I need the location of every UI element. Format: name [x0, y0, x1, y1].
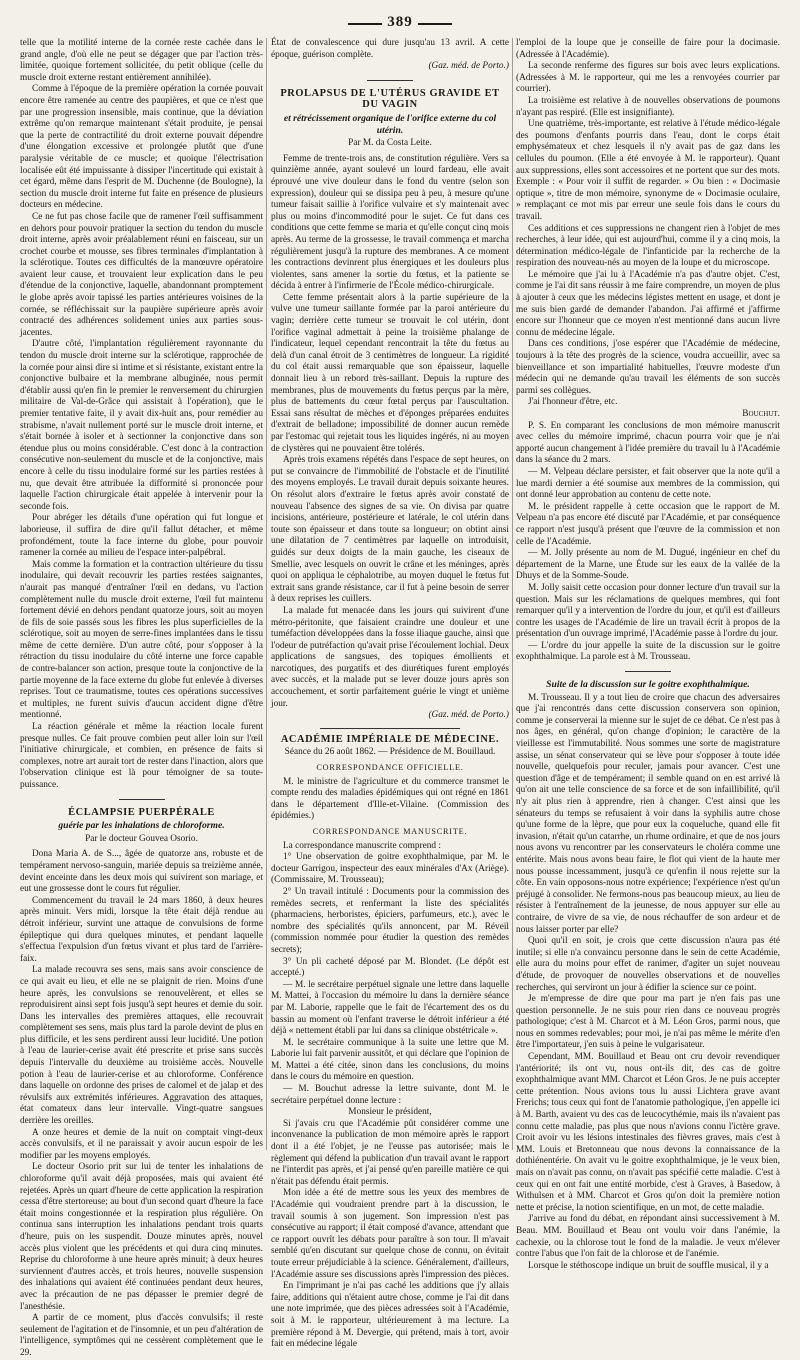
source-citation: (Gaz. méd. de Porto.) — [428, 61, 509, 72]
paragraph: Le mémoire que j'ai lu à l'Académie n'a pas d'autre objet. C'est, comme je l'ai dit sans réussir à me faire comprendre, un moyen de plus à ajouter à ceux que les médecins légistes mettent en usage, et dont je me suis bien gardé de demander l'abandon. J'ai affirmé et j'affirme encore sur l'honneur que ce moyen n'est mentionné dans aucun livre connu de médecine légale. — [516, 269, 780, 338]
letter-salutation: Monsieur le président, — [348, 1107, 432, 1118]
paragraph: M. Jolly saisit cette occasion pour donner lecture d'un travail sur la question. Mais sur les réclamations de quelques membres, qui font remarquer qu'il y a intervention de l'ordre du jour, et qu'il est d'ailleurs contre les usages de l'Académie de lire un travail écrit à propos de la présentation d'un ouvrage imprimé, l'Académie passe à l'ordre du jour. — [516, 582, 780, 640]
paragraph: La correspondance manuscrite comprend : — [283, 840, 441, 851]
paragraph: D'autre côté, l'implantation régulièrement rayonnante du tendon du muscle droit interne sur la sclérotique, rapprochée de la cornée pour ainsi dire si intime et si résistante, existant entre la conjonctive bulbaire et la membrane albuginée, nous permit d'établir aussi qu'en fin le premier le renversement du chirurgien militaire de Val-de-Grâce qui assistait à l'opération), que le premier tentative faite, il y avait dix-huit ans, pour remédier au strabisme, n'avait nullement porté sur le muscle droit interne, et s'était bornée à isoler et à sectionner la conjonctive dans son étendue plus ou moins considérable. C'est donc à la contraction consécutive non-seulement du muscle et de la conjonctive, mais encore à celle du tissu inodulaire formé sur les parties restées à nu, que devait être attribuée la difformité si prononcée pour laquelle l'action chirurgicale était appelée à intervenir pour la seconde fois. — [20, 339, 263, 512]
paragraph: telle que la motilité interne de la cornée reste cachée dans le grand angle, d'où elle ne peut se dégager que par l'action très-limitée, quoique fortement sollicitée, du petit oblique (celle du muscle droit externe restant entièrement annihilée). — [20, 38, 263, 83]
page-header — [0, 14, 800, 36]
column-divider — [266, 38, 267, 1150]
paragraph: A onze heures et demie de la nuit on comptait vingt-deux accès convulsifs, et il ne paraissait y avoir aucun espoir de les modifier par les moyens employés. — [20, 1127, 263, 1161]
section-separator — [119, 799, 165, 800]
header-rule-left — [348, 23, 382, 25]
paragraph: — M. Bouchut adresse la lettre suivante, dont M. le secrétaire perpétuel donne lecture : — [271, 1084, 509, 1106]
academy-title: ACADÉMIE IMPÉRIALE DE MÉDECINE. — [280, 733, 500, 745]
paragraph: Dans ces conditions, j'ose espérer que l'Académie de médecine, toujours à la tête des progrès de la science, voudra accueillir, avec sa bienveillance et son impartialité habituelles, l'œuvre modeste d'un médecin qui ne demande qu'au travail les éléments de son succès parmi ses collègues. — [516, 339, 780, 396]
paragraph: Si j'avais cru que l'Académie pût considérer comme une inconvenance la publication de mon mémoire après le rapport dont il a été l'objet, je ne l'eusse pas autorisée; mais le règlement qui défend la publication d'un travail avant le rapport ne l'interdit pas après, et j'ai pensé qu'en pareille matière ce qui n'était pas défendu était permis. — [271, 1118, 509, 1187]
section-subtitle: guérie par les inhalations de chloroforme. — [58, 820, 225, 832]
column-1 — [20, 38, 263, 1358]
column-2 — [271, 38, 509, 1350]
section-title: ÉCLAMPSIE PUERPÉRALE — [68, 806, 215, 818]
section-subtitle: et rétrécissement organique de l'orifice externe du col utérin. — [283, 112, 497, 136]
paragraph: Commencement du travail le 24 mars 1860, à deux heures après minuit. Vers midi, lorsque la tête était déjà rendue au détroit inférieur, survint une attaque de convulsions de forme épileptique qui dura quelques minutes, et pendant laquelle s'effectua l'expulsion d'un fœtus vivant et plus tard de l'arrière-faix. — [20, 895, 263, 964]
paragraph: Quoi qu'il en soit, je crois que cette discussion n'aura pas été inutile; si elle n'a convaincu personne dans le sein de cette Académie, elle aura du moins pour effet de ranimer, d'agiter un sujet nouveau d'étude, de provoquer de nouvelles observations et de nouvelles recherches, qui serviront un jour à édifier la science sur ce point. — [516, 936, 780, 993]
paragraph: J'ai l'honneur d'être, etc. — [528, 397, 618, 408]
paragraph: — M. Jolly présente au nom de M. Dugué, ingénieur en chef du département de la Marne, une Étude sur les eaux de la vallée de la Dhuys et de la Somme-Soude. — [516, 548, 780, 582]
paragraph: Comme à l'époque de la première opération la cornée pouvait encore être ramenée au centre des paupières, et que ce n'est que par une progression insensible, mais continue, que la déviation extrême qu'on remarque maintenant s'était produite, je pensai que la perte de contractilité du droit externe pouvait dépendre d'une élongation excessive et prolongée plutôt que d'une paralysie véritable de ce muscle; et quoique l'électrisation localisée eût été impuissante à dissiper l'incertitude qui existait à cet égard, même dans l'esprit de M. Duchenne (de Boulogne), la section du muscle droit interne fut faite en présence de plusieurs docteurs en médecine. — [20, 84, 263, 211]
section-separator — [367, 80, 413, 81]
column-divider — [512, 38, 513, 1150]
header-rule-right — [418, 23, 452, 25]
discussion-title: Suite de la discussion sur le goitre exophthalmique. — [546, 679, 750, 691]
paragraph: Mais comme la formation et la contraction ultérieure du tissu inodulaire, qui devait recouvrir les parties restées saignantes, n'aurait pas manqué d'entraîner l'œil en dedans, vu l'action complètement nulle du muscle droit externe, l'œil fut maintenu fortement dévié en dehors pendant quatorze jours, soit au moyen de fils de soie passés sous les fibres les plus superficielles de la sclérotique, soit au moyen de serre-fines implantées dans le tissu même de cette dernière. D'un autre côté, pour s'opposer à la rétraction du tissu inodulaire du côté interne une force capable de contre-balancer son action, presque toute la conjonctive de la partie moyenne de la face externe du globe fut enlevée à diverses reprises. Tout ce traumatisme, toutes ces opérations successives et multiples, ne furent suivis d'aucun accident digne d'être mentionné. — [20, 559, 263, 721]
paragraph: La réaction générale et même la réaction locale furent presque nulles. Ce fait prouve combien peut aller loin sur l'œil l'initiative chirurgicale, et combien, en présence de faits si complexes, notre art aurait tort de rester dans l'inaction, alors que l'observation clinique est là pour témoigner de sa toute-puissance. — [20, 722, 263, 790]
paragraph: Pour abréger les détails d'une opération qui fut longue et laborieuse, il suffira de dire qu'il fallut détacher, et même profondément, toute la face interne du globe, pour pouvoir ramener la cornée au milieu de l'espace inter-palpébral. — [20, 513, 263, 559]
paragraph: La malade recouvra ses sens, mais sans avoir conscience de ce qui avait eu lieu, et elle ne se plaignit de rien. Moins d'une heure après, les convulsions se renouvelèrent, et elles se reproduisirent ainsi sept fois jusqu'à sept heures et demie du soir. Dans les intervalles des premières attaques, elle recouvrait complètement ses sens, mais plus tard la parole devint de plus en plus difficile, et les sens perdirent aussi leur lucidité. Une potion à l'eau de laurier-cerise avait été prescrite et prise sans succès depuis l'intervalle du deuxième au troisième accès. Nouvelle potion à l'eau de laurier-cerise et au chloroforme. Conférence dans laquelle on ordonne des prises de calomel et de jalap et des révulsifs aux extrémités inférieures. Aggravation des attaques, état comateux dans leur intervalle. Vingt-quatre sangsues derrière les oreilles. — [20, 965, 263, 1127]
paragraph: État de convalescence qui dure jusqu'au 13 avril. A cette époque, guérison complète. — [271, 38, 509, 60]
paragraph: M. le secrétaire communique à la suite une lettre que M. Laborie lui fait parvenir aussitôt, et qui déclare que l'opinion de M. Mattei a été citée, sinon dans les conclusions, du moins dans le cours du mémoire en question. — [271, 1037, 509, 1083]
paragraph: — M. Velpeau déclare persister, et fait observer que la note qu'il a lue mardi dernier a été soumise aux membres de la commission, qui ont donné leur approbation au contenu de cette note. — [516, 466, 780, 501]
paragraph: Dona Maria A. de S..., âgée de quatorze ans, robuste et de tempérament nervoso-sanguin, mariée depuis sa treizième année, devint enceinte dans les deux mois qui suivirent son mariage, et eut une grossesse dont le cours fut régulier. — [20, 849, 263, 895]
paragraph: La malade fut menacée dans les jours qui suivirent d'une métro-péritonite, que faisaient craindre une douleur et une tuméfaction développées dans la fosse iliaque gauche, ainsi que l'odeur de putréfaction qu'avait prise l'écoulement lochial. Deux applications de sangsues, des topiques émollients et narcotiques, des purgatifs et des diurétiques furent employés avec succès, et la malade put se lever douze jours après son accouchement, et sortir parfaitement guérie le vingt et unième jour. — [271, 605, 509, 709]
section-byline: Par le docteur Gouvea Osorio. — [85, 833, 198, 844]
paragraph: Je m'empresse de dire que pour ma part je n'en fais pas une question personnelle. Je ne suis pour rien dans ce nouveau progrès pathologique; c'est à M. Charcot et à M. Léon Gros, parmi nous, que nous en sommes redevables; pour moi, je n'ai pas même le mérite d'en être l'importateur, j'en suis à peine le vulgarisateur. — [516, 994, 780, 1051]
correspondence-label: CORRESPONDANCE OFFICIELLE. — [316, 763, 464, 773]
letter-signature: Bouchut. — [742, 409, 780, 419]
paragraph: M. le président rappelle à cette occasion que le rapport de M. Velpeau n'a pas encore été discuté par l'Académie, et par conséquence ce rapport n'est jusqu'à présent que l'œuvre de la commission et non celle de l'Académie. — [516, 501, 780, 547]
paragraph: Après trois examens répétés dans l'espace de sept heures, on put se convaincre de l'immobilité de l'obstacle et de l'inutilité des moyens employés. Le travail durait depuis soixante heures. On résolut alors d'extraire le fœtus après avoir constaté de nouveau l'absence des signes de sa vie. On divisa par quatre incisions, antérieure, postérieure et latérale, le col utérin dans toute son épaisseur et dans toute sa longueur; on obtint ainsi une dilatation de 7 centimètres par laquelle on introduisit, guidés sur deux doigts de la main gauche, les ciseaux de Smellie, avec lesquels on ouvrit le crâne et les méninges, après quoi on appliqua le céphalotribe, au moyen duquel le fœtus fut extrait sans grande résistance, car il fut à peine besoin de serrer à deux reprises les cuillers. — [271, 455, 509, 605]
page-number: 389 — [387, 14, 413, 30]
paragraph: En l'imprimant je n'ai pas caché les additions que j'y allais faire, additions qui n'étaient autre chose, comme je l'ai dit dans une note imprimée, que des pièces adressées soit à l'Académie, soit à M. le rapporteur, ultérieurement à ma lecture. La première répond à M. Devergie, qui prétend, mais à tort, avoir fait en médecine légale — [271, 1281, 509, 1350]
source-citation: (Gaz. méd. de Porto.) — [428, 710, 509, 721]
paragraph: Ce ne fut pas chose facile que de ramener l'œil suffisamment en dehors pour pouvoir pratiquer la section du tendon du muscle droit interne, après avoir préalablement réuni en faisceau, sur un crochet courbe et mousse, ses fibres terminales d'implantation à la sclérotique. Toutes ces difficultés de la manœuvre opératoire avaient leur cause, et trouvaient leur explication dans le peu d'étendue de la conjonctive, laquelle, abandonnant promptement le globe après avoir tapissé les parties antérieures voisines de la cornée, se réfléchissait sur la paupière supérieure après avoir contracté des adhérences solidement unies aux parties sous-jacentes. — [20, 211, 263, 338]
paragraph: Cependant, MM. Bouillaud et Beau ont cru devoir revendiquer l'antériorité; ils ont vu, nous ont-ils dit, des cas de goitre exophthalmique avant MM. Charcot et Léon Gros. Je ne puis accepter cette prétention. Nous avions tous lu aussi Lichtera grave avant Frerichs; tous ceux qui font de l'anatomie pathologique, j'en appelle ici à M. Barth, avaient vu des cas de leucocythémie, mais ils n'avaient pas connu cette maladie, pas plus que nous n'avions connu l'ictère grave. Croit avoir vu les lésions intestinales des fièvres graves, mais c'est à MM. Louis et Bretonneau que nous devons la connaissance de la dothiénentérie. On avait vu le goitre exophthalmique, je le veux bien, mais on n'avait pas connu, on n'avait pas spécifié cette maladie. C'est à ceux qui en ont fait une entité morbide, c'est à Graves, à Basedow, à Withulsen et à MM. Charcot et Gros qu'on doit la première notion nette et précise, la notion scientifique, en un mot, de cette maladie. — [516, 1052, 780, 1213]
paragraph: Une quatrième, très-importante, est relative à l'étude médico-légale des poumons d'enfants pourris dans l'eau, dont le corps était emphysémateux et chez lesquels il n'y avait pas de gaz dans les cellules du poumon. (Elle a été envoyée à M. le rapporteur). Quant aux suppressions, elles sont accessoires et ne portent que sur des mots. Exemple : « Pour voir il suffit de regarder. » Ou bien : « Docimasie optique », titre de mon mémoire, synonyme de « Docimasie oculaire, » remplaçant ce mot mis par erreur une seule fois dans le cours du travail. — [516, 119, 780, 222]
paragraph: Cette femme présentait alors à la partie supérieure de la vulve une tumeur saillante formée par la paroi antérieure du vagin; derrière cette tumeur se trouvait le col utérin, dont l'orifice vaginal admettait à peine la troisième phalange de l'indicateur, lequel cependant rencontrait la tête du fœtus au delà d'un canal étroit de 3 centimètres de longueur. La rigidité du col était aussi remarquable que son épaisseur, laquelle donnait lieu à un rebord très-saillant. Depuis la rupture des membranes, plus de mouvements du fœtus perçus par la mère, plus de battements du cœur fœtal perçus par l'auscultation. Essai sans résultat de mèches et d'éponges préparées enduites d'extrait de belladone; impossibilité de donner aucun remède par l'estomac qui rejetait tous les liquides ingérés, ni au moyen de clystères qui ne pouvaient être tolérés. — [271, 292, 509, 454]
paragraph: M. Trousseau. Il y a tout lieu de croire que chacun des adversaires que j'ai rencontrés dans cette discussion conservera son opinion, comme je conserverai la mienne sur le sujet de ce débat. Ce n'est pas à nos âges, en général, qu'on change d'opinion; le caractère de la vieillesse est l'immutabilité. Nous sommes une sorte de magistrature assise, un sénat conservateur qui se lève pour s'opposer à toute idée nouvelle, quelquefois pour reculer, jamais pour avancer. C'est une question d'âge et de tempérament; il semble quand on en est arrivé là qu'on ait une telle conscience de sa force et de son infaillibilité, qu'il n'y ait plus rien à apprendre, rien à changer. C'est ainsi que les sénateurs du temps se refusaient à voir dans la syphilis autre chose qu'une forme de la lèpre, que pour eux la coqueluche, quand elle fit invasion, n'était qu'un catarrhe, un rhume ordinaire, et que de nos jours nous avons vu rencontrer par les conservateurs le choléra comme une entérite. Mais nous avons beau faire, le flot qui vient de la haute mer nous pousse incessamment, jusqu'à ce qu'enfin il nous rejette sur la côte. En vain opposons-nous notre expérience; l'expérience n'est qu'un préjugé à consolider. Ne fermons-nous pas beaucoup mieux, au lieu de résister à l'entraînement de la jeunesse, de nous appuyer sur elle au contraire, de vivre de sa vie, de nous réchauffer de son ardeur et de nous laisser porter par elle? — [516, 692, 780, 935]
paragraph: Femme de trente-trois ans, de constitution régulière. Vers sa quinzième année, ayant soulevé un lourd fardeau, elle avait éprouvé une vive douleur dans le fond du ventre (selon son expression), douleur qui se dissipa peu à peu, à mesure qu'une tumeur faisait saillie à l'orifice vulvaire et s'y maintenait avec plus ou moins d'incommodité pour le sujet. Ce fut dans ces conditions que cette femme se maria et qu'elle conçut cinq mois après. Au terme de la grossesse, le travail commença et marcha régulièrement jusqu'à la rupture des membranes. A ce moment les contractions devinrent plus énergiques et les douleurs plus violentes, sans amener la sortie du fœtus, et la patiente se décida à entrer à l'infirmerie de l'École médico-chirurgicale. — [271, 153, 509, 292]
paragraph: La seconde renferme des figures sur bois avec leurs explications. (Adressées à M. le rapporteur, qui me les a renvoyées courrier par courrier). — [516, 61, 780, 95]
paragraph: Ces additions et ces suppressions ne changent rien à l'objet de mes recherches, à leur idée, qui est aujourd'hui, comme il y a cinq mois, la détermination médico-légale de l'infanticide par la recherche de la respiration des nouveau-nés au moyen de la loupe et du microscope. — [516, 223, 780, 269]
section-title: PROLAPSUS DE L'UTÉRUS GRAVIDE ET DU VAGIN — [280, 87, 500, 111]
section-separator — [625, 671, 671, 672]
paragraph: — M. le secrétaire perpétuel signale une lettre dans laquelle M. Mattei, à l'occasion du mémoire lu dans la dernière séance par M. Laborie, rappelle que le fait de l'écartement des os du bassin au moment où l'enfant traverse le détroit inférieur a été déjà « nettement établi par lui dans sa clinique obstétricale ». — [271, 979, 509, 1037]
paragraph: Mon idée a été de mettre sous les yeux des membres de l'Académie qui voudraient prendre part à la discussion, le travail soumis à son jugement. Son impression n'est pas consécutive au rapport; il était composé d'avance, attendant que ce rapport ouvrît les débats pour paraître à son tour. Il m'avait semblé qu'en discutant sur quelque chose de connu, on évitait toute erreur préjudiciable à la science. Généralement, d'ailleurs, l'Académie assure ses discussions après l'impression des pièces. — [271, 1188, 509, 1280]
paragraph: l'emploi de la loupe que je conseille de faire pour la docimasie. (Adressée à l'Académie). — [516, 38, 780, 60]
paragraph: La troisième est relative à de nouvelles observations de poumons n'ayant pas respiré. (Elle est insignifiante). — [516, 95, 780, 118]
paragraph: 1° Une observation de goitre exophthalmique, par M. le docteur Garrigou, inspecteur des eaux minérales d'Ax (Ariège). (Commissaire, M. Trousseau); — [271, 852, 509, 886]
paragraph: — L'ordre du jour appelle la suite de la discussion sur le goitre exophthalmique. La parole est à M. Trousseau. — [516, 640, 780, 663]
paragraph: P. S. En comparant les conclusions de mon mémoire manuscrit avec celles du mémoire imprimé, chacun pourra voir que je n'ai apporté aucun changement à l'idée première du travail lu à l'Académie dans la séance du 2 mars. — [516, 420, 780, 466]
paragraph: Le docteur Osorio prit sur lui de tenter les inhalations de chloroforme qu'il avait déjà proposées, mais qui avaient été rejetées. Après un quart d'heure de cette application la respiration cessa d'être stertoreuse; au bout d'un second quart d'heure la face était moins congestionnée et la respiration plus régulière. On continua sans interruption les inhalations pendant trois quarts d'heure, puis on les suspendit. Douze minutes après, nouvel accès plus violent que les précédents et qui dura cinq minutes. Reprise du chloroforme à une heure après minuit; à deux heures surviennent d'autres accès, et trois heures, nouvelle suspension des inhalations qui avaient été continuées pendant deux heures, avec la précaution de ne pas dépasser le premier degré de l'anesthésie. — [20, 1162, 263, 1312]
paragraph: 3° Un pli cacheté déposé par M. Blondet. (Le dépôt est accepté.) — [271, 956, 509, 979]
section-separator — [320, 728, 460, 729]
paragraph: J'arrive au fond du débat, en répondant ainsi successivement à M. Beau. MM. Bouillaud et Beau ont voulu voir dans l'anémie, la cachexie, ou la chlorose tout le fond de la maladie. Je veux m'élever contre l'abus que l'on fait de la chlorose et de l'anémie. — [516, 1214, 780, 1260]
session-line: Séance du 26 août 1862. — Présidence de M. Bouillaud. — [284, 747, 496, 758]
paragraph: M. le ministre de l'agriculture et du commerce transmet le compte rendu des maladies épidémiques qui ont régné en 1861 dans le département d'Ille-et-Vilaine. (Commission des épidémies.) — [271, 776, 509, 822]
paragraph: Lorsque le stéthoscope indique un bruit de souffle musical, il y a — [528, 1260, 769, 1271]
correspondence-label: CORRESPONDANCE MANUSCRITE. — [312, 827, 468, 836]
paragraph: A partir de ce moment, plus d'accès convulsifs; il reste seulement de l'agitation et de l'insomnie, et un peu d'altération de l'intelligence, symptômes qui ne cessèrent complètement que le 29. — [20, 1313, 263, 1358]
section-byline: Par M. da Costa Leite. — [348, 138, 432, 149]
paragraph: 2° Un travail intitulé : Documents pour la commission des remèdes secrets, et renfermant la liste des spécialités (pharmaciens, herboristes, épiciers, parfumeurs, etc.), avec le nombre des spécialités qu'ils annoncent, par M. Réveil (commission nommée pour étudier la question des remèdes secrets); — [271, 886, 509, 955]
column-3 — [516, 38, 780, 1271]
